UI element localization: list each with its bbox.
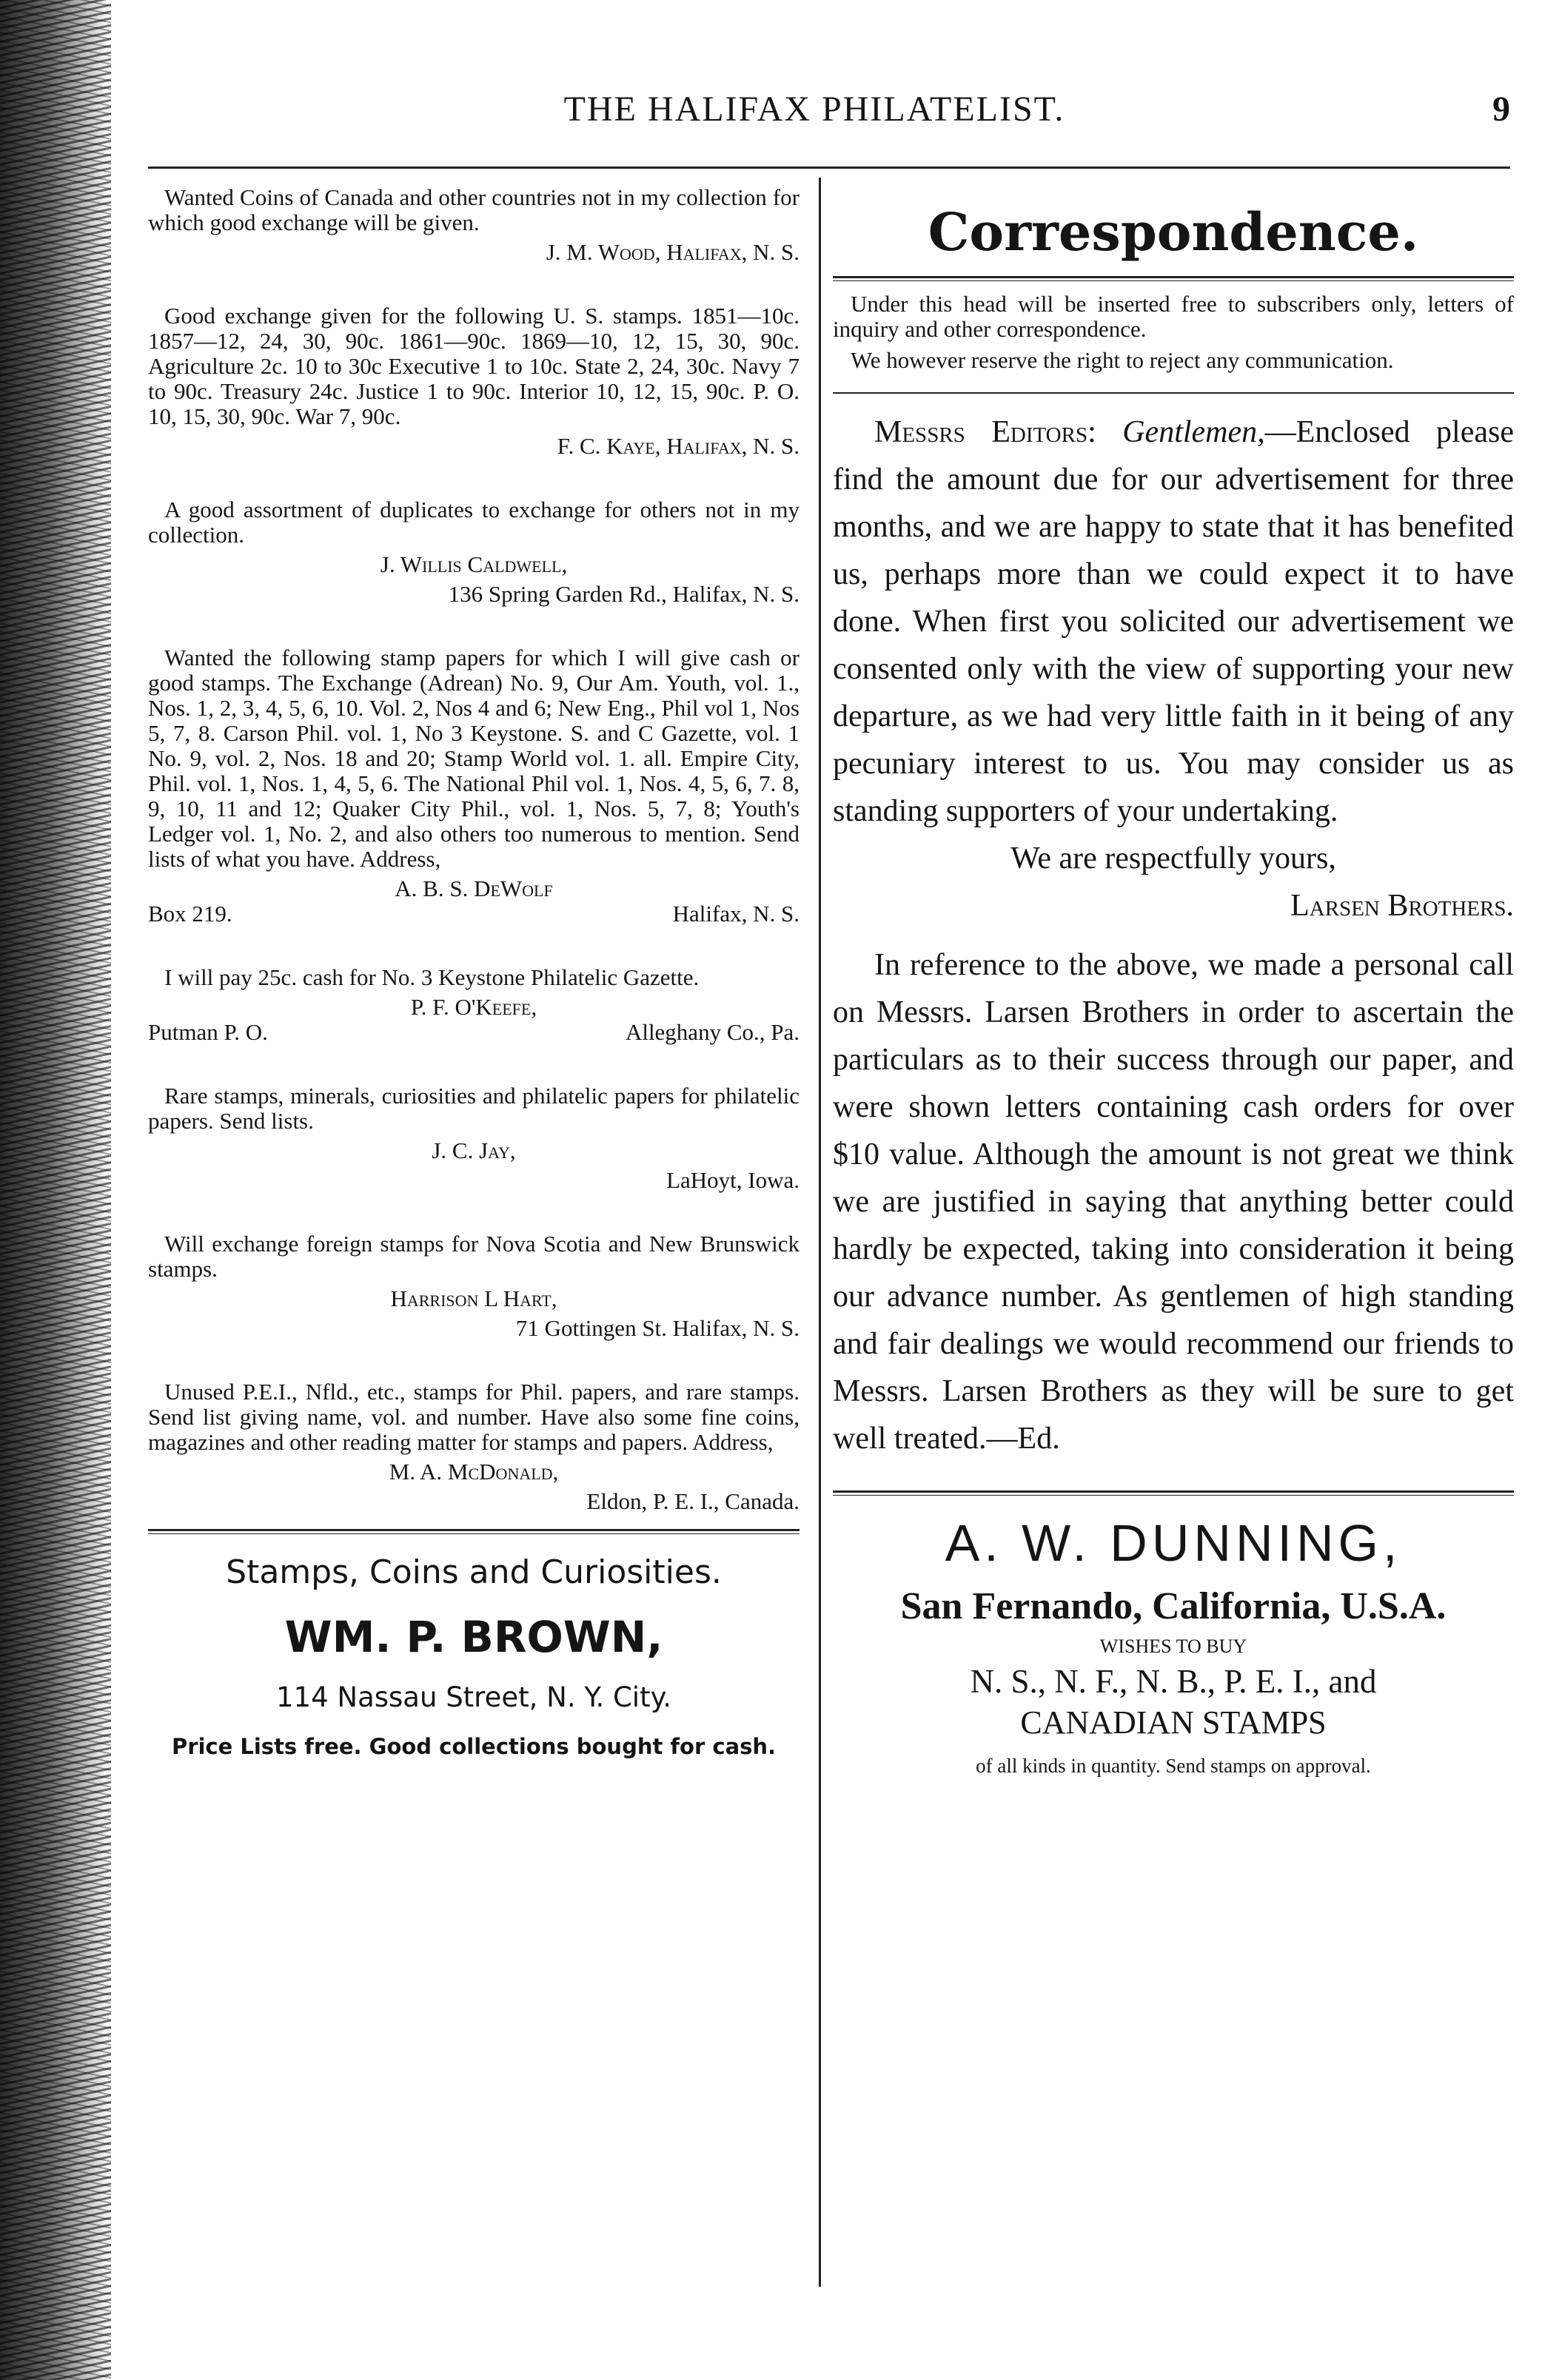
- section-rule: [833, 1490, 1514, 1496]
- ad-address-line: [148, 901, 800, 927]
- ad-signature: J. M. Wood, Halifax, N. S.: [546, 239, 800, 265]
- letter-greeting: Gentlemen,: [1122, 415, 1265, 449]
- letter-larsen: [833, 409, 1514, 930]
- brown-note: Price Lists free. Good collections bought for cash.: [171, 1734, 777, 1759]
- classified-ad-jay: [148, 1083, 800, 1193]
- letter-signature: Larsen Brothers.: [1290, 889, 1514, 923]
- ad-text: I will pay 25c. cash for No. 3 Keystone Philatelic Gazette.: [164, 964, 700, 990]
- correspondence-heading: Correspondence.: [928, 201, 1419, 263]
- dunning-provinces: N. S., N. F., N. B., P. E. I., and: [970, 1663, 1377, 1700]
- dunning-canadian: CANADIAN STAMPS: [1020, 1704, 1327, 1741]
- editor-reply: [833, 941, 1514, 1462]
- brown-name: WM. P. BROWN,: [284, 1612, 663, 1662]
- section-rule: [833, 276, 1514, 281]
- ad-text: Wanted Coins of Canada and other countries not in my collection for which good exchange will be given.: [148, 184, 800, 235]
- classified-ad-dewolf: [148, 645, 800, 927]
- letter-text: —Enclosed please find the amount due for our advertisement for three months, and we are happy to state that it has benefited us, perhaps more than we could expect it to have done. When first you solicited our advertisement we consented only with the view of supporting your new departure, as we had very little faith in it being of any pecuniary interest to us. You may consider us as standing supporters of your undertaking.: [833, 415, 1514, 828]
- letter-body: [833, 409, 1514, 835]
- classified-ad-hart: [148, 1231, 800, 1341]
- classified-ad-mcdonald: [148, 1379, 800, 1514]
- ad-county: Alleghany Co., Pa.: [625, 1019, 800, 1045]
- ad-signature: F. C. Kaye, Halifax, N. S.: [557, 433, 800, 459]
- ad-box: Box 219.: [148, 901, 232, 927]
- dunning-note: of all kinds in quantity. Send stamps on approval.: [976, 1755, 1371, 1777]
- dunning-location: San Fernando, California, U.S.A.: [900, 1585, 1447, 1627]
- letter-salutation: Messrs Editors:: [874, 415, 1096, 449]
- notice-text: We however reserve the right to reject any communication.: [851, 347, 1394, 373]
- ad-text: A good assortment of duplicates to exchange for others not in my collection.: [148, 497, 800, 548]
- classified-ad-caldwell: [148, 497, 800, 607]
- left-column: [148, 185, 800, 1759]
- ad-signature: M. A. McDonald,: [389, 1459, 559, 1485]
- notice-text: Under this head will be inserted free to subscribers only, letters of inquiry and other correspondence.: [833, 291, 1514, 342]
- column-divider: [819, 178, 821, 2287]
- page-binding-edge: [0, 0, 111, 2380]
- ad-address-line: [148, 1020, 800, 1045]
- ad-address: LaHoyt, Iowa.: [666, 1167, 800, 1193]
- ad-address: 71 Gottingen St. Halifax, N. S.: [515, 1315, 800, 1341]
- ad-text: Good exchange given for the following U. S. stamps. 1851—10c. 1857—12, 24, 30, 90c. 1861—90c. 1869—10, 12, 15, 30, 90c. Agriculture 2c. 10 to 30c Executive 1 to 10c. State 2, 24, 30c. Navy 7 to 90c. Treasury 24c. Justice 1 to 90c. Interior 10, 12, 15, 90c. P. O. 10, 15, 30, 90c. War 7, 90c.: [148, 303, 800, 429]
- ad-text: Will exchange foreign stamps for Nova Scotia and New Brunswick stamps.: [148, 1231, 800, 1282]
- running-title: THE HALIFAX PHILATELIST.: [563, 90, 1065, 129]
- ad-signature: A. B. S. DeWolf: [395, 875, 553, 901]
- letter-closing: We are respectfully yours,: [1010, 841, 1336, 875]
- classified-ad-okeefe: [148, 965, 800, 1045]
- header-rule: [148, 167, 1510, 169]
- ad-post-office: Putman P. O.: [148, 1019, 268, 1045]
- page-number: 9: [1492, 90, 1510, 129]
- dunning-advertisement: [833, 1513, 1514, 1778]
- ad-signature: J. Willis Caldwell,: [380, 551, 568, 577]
- ad-text: Rare stamps, minerals, curiosities and philatelic papers for philatelic papers. Send lists.: [148, 1083, 800, 1134]
- ad-address: 136 Spring Garden Rd., Halifax, N. S.: [448, 581, 800, 607]
- ad-address: Eldon, P. E. I., Canada.: [586, 1488, 800, 1514]
- correspondence-notice: [833, 292, 1514, 373]
- ad-signature: J. C. Jay,: [432, 1137, 516, 1163]
- reply-text: In reference to the above, we made a personal call on Messrs. Larsen Brothers in order to ascertain the particulars as to their success through our paper, and were shown letters containing cash orders for over $10 value. Although the amount is not great we think we are justified in saying that anything better could hardly be expected, taking into consideration it being our advance number. As gentlemen of high standing and fair dealings we would recommend our friends to Messrs. Larsen Brothers as they will be sure to get well treated.—Ed.: [833, 948, 1514, 1456]
- classified-ad-wood: [148, 185, 800, 265]
- brown-heading: Stamps, Coins and Curiosities.: [226, 1553, 722, 1591]
- ad-text: Unused P.E.I., Nfld., etc., stamps for Phil. papers, and rare stamps. Send list giving name, vol. and number. Have also some fine coins, magazines and other reading matter for stamps and papers. Address,: [148, 1379, 800, 1455]
- section-rule: [148, 1529, 800, 1534]
- section-rule: [833, 392, 1514, 394]
- dunning-wishes: WISHES TO BUY: [1099, 1636, 1247, 1657]
- right-column: [833, 185, 1514, 1778]
- dunning-name: A. W. DUNNING,: [945, 1514, 1402, 1572]
- page-header: [118, 89, 1510, 148]
- ad-signature: Harrison L Hart,: [390, 1285, 557, 1311]
- ad-text: Wanted the following stamp papers for which I will give cash or good stamps. The Exchange (Adrean) No. 9, Our Am. Youth, vol. 1., Nos. 1, 2, 3, 4, 5, 6, 10. Vol. 2, Nos 4 and 6; New Eng., Phil vol 1, Nos 5, 7, 8. Carson Phil. vol. 1, No 3 Keystone. S. and C Gazette, vol. 1 No. 9, vol. 2, Nos. 18 and 20; Stamp World vol. 1. all. Empire City, Phil. vol. 1, Nos. 1, 4, 5, 6. The National Phil vol. 1, Nos. 4, 5, 6, 7. 8, 9, 10, 11 and 12; Quaker City Phil., vol. 1, Nos. 5, 7, 8; Youth's Ledger vol. 1, No. 2, and also others too numerous to mention. Send lists of what you have. Address,: [148, 645, 800, 872]
- classified-ad-kaye: [148, 303, 800, 459]
- brown-advertisement: [148, 1553, 800, 1759]
- ad-signature: P. F. O'Keefe,: [410, 994, 537, 1020]
- brown-address: 114 Nassau Street, N. Y. City.: [276, 1681, 671, 1713]
- ad-city: Halifax, N. S.: [672, 901, 800, 927]
